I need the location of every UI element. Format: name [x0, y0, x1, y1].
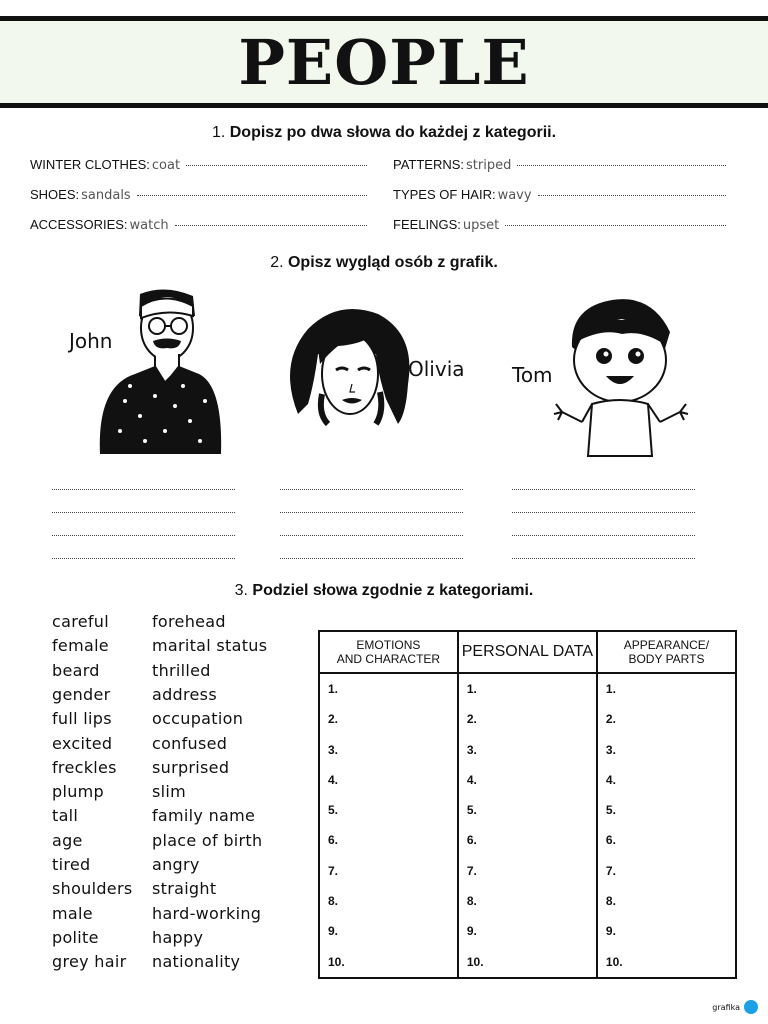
answer-slot[interactable]: 6. — [605, 833, 616, 848]
answer-slot[interactable]: 8. — [605, 894, 616, 909]
john-illustration — [95, 286, 225, 458]
word-item: surprised — [152, 757, 230, 777]
description-line-olivia[interactable] — [280, 535, 463, 536]
task1-text: Dopisz po dwa słowa do każdej z kategorii. — [229, 124, 557, 141]
description-line-john[interactable] — [52, 512, 235, 513]
column-emotions[interactable] — [319, 673, 458, 978]
table-header-emotions — [319, 631, 458, 673]
answer-slot[interactable]: 3. — [605, 742, 616, 757]
answer-slot[interactable]: 4. — [605, 772, 616, 787]
category-row-feelings — [393, 217, 726, 233]
description-line-tom[interactable] — [512, 535, 695, 536]
word-item: angry — [152, 855, 200, 874]
word-item: forehead — [152, 612, 226, 631]
header-text: EMOTIONS AND CHARACTER — [336, 638, 441, 666]
category-example: upset — [462, 218, 500, 233]
category-example: coat — [151, 158, 181, 173]
description-line-olivia[interactable] — [280, 512, 463, 513]
answer-slot[interactable]: 5. — [328, 803, 339, 818]
answer-slot[interactable]: 9. — [466, 924, 477, 939]
answer-slot[interactable]: 2. — [328, 712, 339, 727]
word-item: tall — [52, 806, 79, 826]
word-item: male — [52, 903, 93, 923]
description-line-olivia[interactable] — [280, 558, 463, 559]
column-appearance[interactable] — [597, 673, 736, 978]
answer-line[interactable] — [517, 165, 726, 166]
word-item: marital status — [152, 636, 268, 656]
task2-heading — [0, 254, 768, 272]
answer-line[interactable] — [137, 195, 367, 196]
answer-slot[interactable]: 7. — [328, 863, 339, 878]
description-line-tom[interactable] — [512, 558, 695, 559]
task2-number: 2. — [270, 254, 284, 271]
word-item: female — [52, 636, 109, 656]
category-example: sandals — [81, 188, 131, 203]
task3-number: 3. — [234, 582, 248, 599]
answer-slot[interactable]: 5. — [466, 803, 477, 818]
answer-slot[interactable]: 5. — [605, 803, 616, 818]
word-item: careful — [52, 612, 109, 631]
answer-slot[interactable]: 3. — [466, 742, 477, 757]
task1-heading — [0, 124, 768, 142]
answer-slot[interactable]: 9. — [605, 924, 616, 939]
word-item: freckles — [52, 757, 117, 777]
word-item: happy — [152, 927, 204, 947]
answer-slot[interactable]: 2. — [466, 712, 477, 727]
answer-slot[interactable]: 6. — [328, 833, 339, 848]
answer-line[interactable] — [538, 195, 726, 196]
tom-illustration — [552, 292, 692, 458]
category-example: striped — [466, 158, 512, 173]
header-text: PERSONAL DATA — [461, 643, 594, 660]
category-example: wavy — [497, 188, 532, 203]
word-item: nationality — [152, 952, 241, 972]
person-name-john: John — [69, 329, 113, 353]
olivia-illustration — [278, 304, 418, 426]
word-item: address — [152, 684, 217, 704]
answer-line[interactable] — [186, 165, 367, 166]
category-row-shoes — [30, 187, 367, 203]
category-table — [318, 630, 737, 979]
word-item: occupation — [152, 709, 244, 729]
category-row-accessories — [30, 217, 367, 233]
word-item: straight — [152, 879, 217, 899]
word-item: excited — [52, 733, 113, 753]
answer-slot[interactable]: 9. — [328, 924, 339, 939]
word-item: gender — [52, 684, 111, 704]
category-label: FEELINGS: — [393, 217, 461, 232]
answer-slot[interactable]: 1. — [466, 682, 477, 696]
word-item: confused — [152, 733, 228, 753]
logo-text: grafika — [712, 1002, 740, 1012]
answer-slot[interactable]: 2. — [605, 712, 616, 727]
description-line-john[interactable] — [52, 535, 235, 536]
word-item: age — [52, 830, 83, 850]
word-item: thrilled — [152, 660, 211, 680]
description-line-john[interactable] — [52, 489, 235, 490]
word-item: shoulders — [52, 879, 133, 899]
category-row-patterns — [393, 157, 726, 173]
word-item: full lips — [52, 709, 112, 729]
word-item: place of birth — [152, 830, 263, 850]
answer-line[interactable] — [175, 225, 367, 226]
category-label: SHOES: — [30, 187, 80, 202]
word-item: hard-working — [152, 903, 262, 923]
answer-slot[interactable]: 4. — [328, 772, 339, 787]
category-example: watch — [129, 218, 169, 233]
answer-slot[interactable]: 3. — [328, 742, 339, 757]
canva-logo — [712, 1000, 758, 1014]
word-item: grey hair — [52, 952, 127, 972]
header-text: APPEARANCE/ BODY PARTS — [623, 638, 710, 666]
answer-slot[interactable]: 1. — [605, 682, 616, 696]
answer-slot[interactable]: 10. — [466, 954, 484, 969]
answer-slot[interactable]: 6. — [466, 833, 477, 848]
task3-heading — [0, 582, 768, 600]
description-line-olivia[interactable] — [280, 489, 463, 490]
answer-slot[interactable]: 7. — [466, 863, 477, 878]
category-label: TYPES OF HAIR: — [393, 187, 496, 202]
title-banner — [0, 16, 768, 108]
column-personal-data[interactable] — [458, 673, 597, 978]
word-item: plump — [52, 782, 104, 802]
task1-number: 1. — [211, 124, 226, 141]
category-row-types-of-hair — [393, 187, 726, 203]
person-name-olivia: Olivia — [408, 357, 465, 381]
table-header-appearance — [597, 631, 736, 673]
answer-line[interactable] — [505, 225, 726, 226]
word-item: tired — [52, 855, 91, 874]
task3-text: Podziel słowa zgodnie z kategoriami. — [252, 582, 534, 599]
answer-slot[interactable]: 10. — [605, 954, 623, 969]
category-label: WINTER CLOTHES: — [30, 157, 150, 172]
person-name-tom: Tom — [512, 363, 553, 387]
description-line-tom[interactable] — [512, 512, 695, 513]
word-item: beard — [52, 660, 100, 680]
description-line-tom[interactable] — [512, 489, 695, 490]
task2-text: Opisz wygląd osób z grafik. — [287, 254, 498, 271]
page-title: PEOPLE — [238, 25, 530, 99]
table-header-personal-data — [458, 631, 597, 673]
answer-slot[interactable]: 1. — [328, 682, 339, 696]
category-label: PATTERNS: — [393, 157, 465, 172]
word-item: polite — [52, 927, 99, 947]
answer-slot[interactable]: 7. — [605, 863, 616, 878]
answer-slot[interactable]: 8. — [466, 894, 477, 909]
category-label: ACCESSORIES: — [30, 217, 128, 232]
answer-slot[interactable]: 8. — [328, 894, 339, 909]
word-item: family name — [152, 806, 256, 826]
answer-slot[interactable]: 10. — [328, 954, 345, 969]
description-line-john[interactable] — [52, 558, 235, 559]
category-row-winter-clothes — [30, 157, 367, 173]
canva-logo-icon — [744, 1000, 758, 1014]
answer-slot[interactable]: 4. — [466, 772, 477, 787]
word-item: slim — [152, 782, 187, 802]
